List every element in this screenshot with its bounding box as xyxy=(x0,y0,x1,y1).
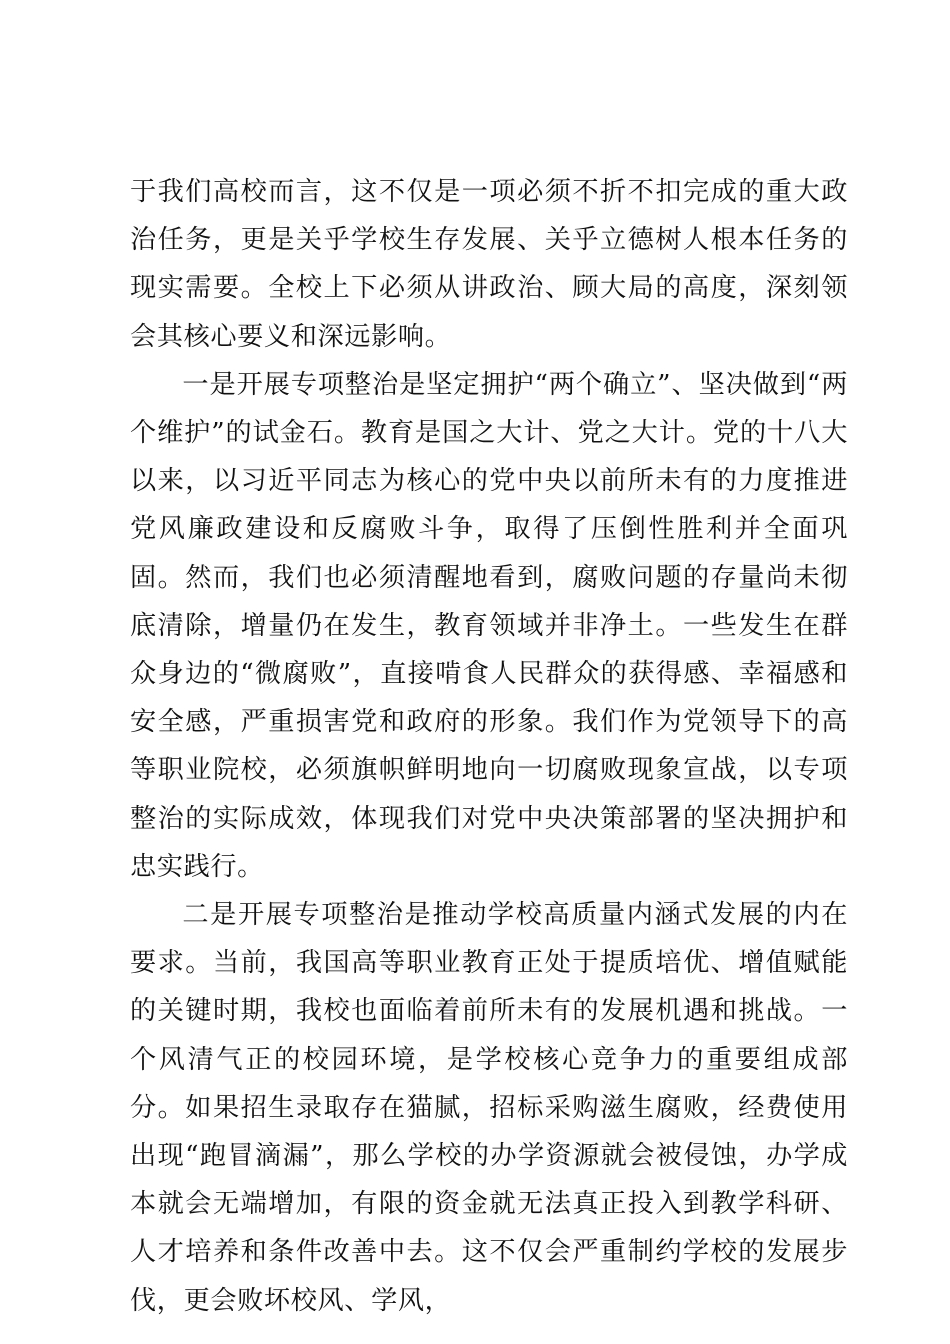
paragraph-intro-continued: 于我们高校而言，这不仅是一项必须不折不扣完成的重大政治任务，更是关乎学校生存发展、关乎立德树人根本任务的现实需要。全校上下必须从讲政治、顾大局的高度，深刻领会其核心要义和深远影响。 xyxy=(130,177,848,352)
paragraph-point-two: 二是开展专项整治是推动学校高质量内涵式发展的内在要求。当前，我国高等职业教育正处于提质培优、增值赋能的关键时期，我校也面临着前所未有的发展机遇和挑战。一个风清气正的校园环境，是学校核心竞争力的重要组成部分。如果招生录取存在猫腻，招标采购滋生腐败，经费使用出现“跑冒滴漏”，那么学校的办学资源就会被侵蚀，办学成本就会无端增加，有限的资金就无法真正投入到教学科研、人才培养和条件改善中去。这不仅会严重制约学校的发展步伐，更会败坏校风、学风， xyxy=(130,900,848,1316)
paragraph-point-one: 一是开展专项整治是坚定拥护“两个确立”、坚决做到“两个维护”的试金石。教育是国之大计、党之大计。党的十八大以来，以习近平同志为核心的党中央以前所未有的力度推进党风廉政建设和反腐败斗争，取得了压倒性胜利并全面巩固。然而，我们也必须清醒地看到，腐败问题的存量尚未彻底清除，增量仍在发生，教育领域并非净土。一些发生在群众身边的“微腐败”，直接啃食人民群众的获得感、幸福感和安全感，严重损害党和政府的形象。我们作为党领导下的高等职业院校，必须旗帜鲜明地向一切腐败现象宣战，以专项整治的实际成效，体现我们对党中央决策部署的坚决拥护和忠实践行。 xyxy=(130,369,848,882)
body-text xyxy=(130,168,848,1325)
